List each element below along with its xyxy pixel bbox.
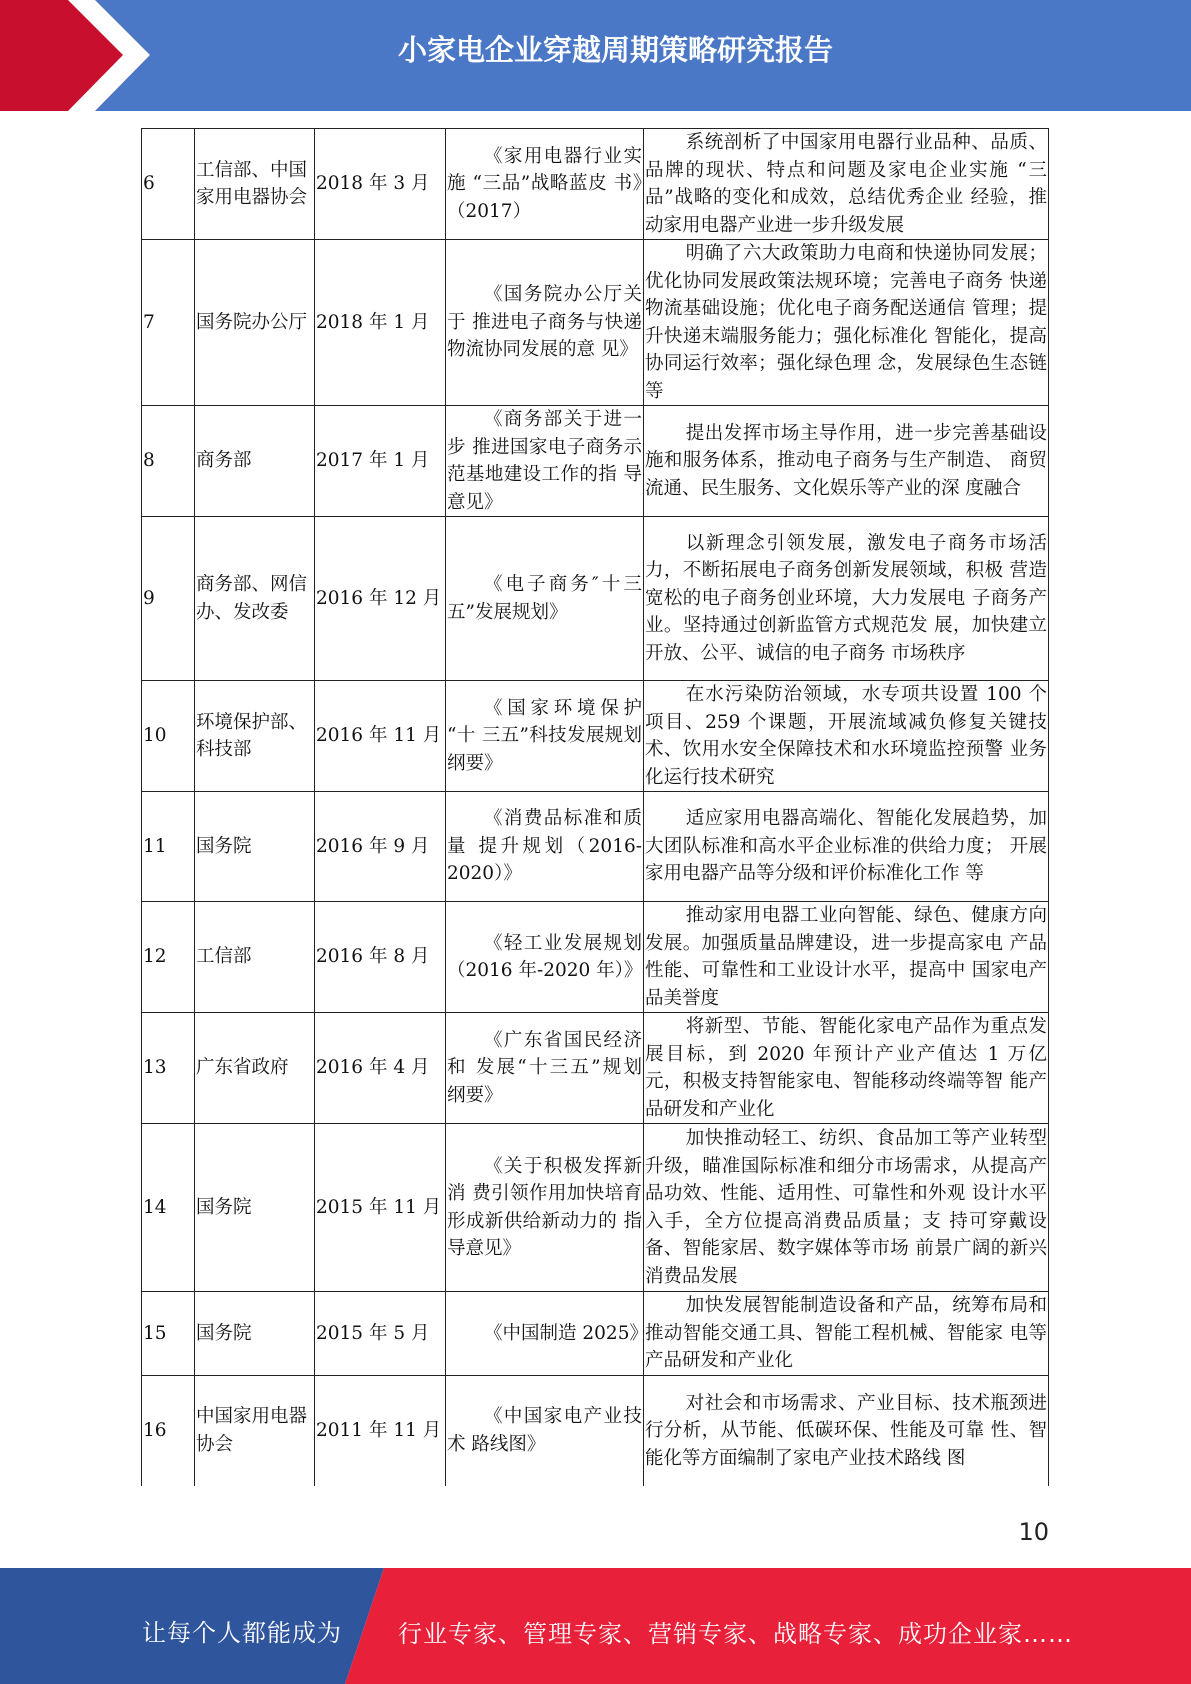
table-row — [142, 1292, 1049, 1376]
issuing-department: 工信部 — [195, 902, 315, 1013]
policy-document-title: 《家用电器行业实施 “三品”战略蓝皮 书》（2017） — [446, 129, 644, 240]
issuing-department: 国务院 — [195, 792, 315, 902]
policy-document-title: 《中国家电产业技术 路线图》 — [446, 1376, 644, 1486]
issue-date: 2011 年 11 月 — [315, 1376, 446, 1486]
policy-number: 9 — [142, 517, 195, 681]
issue-date: 2016 年 9 月 — [315, 792, 446, 902]
issue-date: 2018 年 3 月 — [315, 129, 446, 240]
policy-description: 加快发展智能制造设备和产品，统筹布局和推动智能交通工具、智能工程机械、智能家 电等产品研发和产业化 — [644, 1292, 1049, 1376]
issuing-department: 广东省政府 — [195, 1013, 315, 1124]
issuing-department: 工信部、中国家用电器协会 — [195, 129, 315, 240]
issuing-department: 中国家用电器协会 — [195, 1376, 315, 1486]
page-number: 10 — [1018, 1518, 1049, 1546]
table-row — [142, 902, 1049, 1013]
policy-description: 适应家用电器高端化、智能化发展趋势，加大团队标准和高水平企业标准的供给力度； 开展家用电器产品等分级和评价标准化工作 等 — [644, 792, 1049, 902]
policy-description: 将新型、节能、智能化家电产品作为重点发展目标，到 2020 年预计产业产值达 1 万亿 元，积极支持智能家电、智能移动终端等智 能产品研发和产业化 — [644, 1013, 1049, 1124]
table-row — [142, 240, 1049, 406]
policy-document-title: 《中国制造 2025》 — [446, 1292, 644, 1376]
policy-number: 10 — [142, 681, 195, 792]
policy-document-title: 《轻工业发展规划（2016 年-2020 年）》 — [446, 902, 644, 1013]
table-row — [142, 1124, 1049, 1292]
table-row — [142, 792, 1049, 902]
policy-number: 14 — [142, 1124, 195, 1292]
policy-description: 加快推动轻工、纺织、食品加工等产业转型升级，瞄准国际标准和细分市场需求，从提高产品功效、性能、适用性、可靠性和外观 设计水平入手，全方位提高消费品质量；支 持可穿戴设备、智能家居、数字媒体等市场 前景广阔的新兴消费品发展 — [644, 1124, 1049, 1292]
issuing-department: 国务院 — [195, 1124, 315, 1292]
policy-number: 11 — [142, 792, 195, 902]
policy-document-title: 《国家环境保护 “十 三五”科技发展规划 纲要》 — [446, 681, 644, 792]
policy-description: 推动家用电器工业向智能、绿色、健康方向发展。加强质量品牌建设，进一步提高家电 产品性能、可靠性和工业设计水平，提高中 国家电产品美誉度 — [644, 902, 1049, 1013]
policy-description: 在水污染防治领域，水专项共设置 100 个项目、259 个课题，开展流域减负修复关键技 术、饮用水安全保障技术和水环境监控预警 业务化运行技术研究 — [644, 681, 1049, 792]
header-bar — [0, 0, 1191, 111]
policy-number: 13 — [142, 1013, 195, 1124]
policy-number: 12 — [142, 902, 195, 1013]
policy-document-title: 《消费品标准和质量 提升规划（2016-2020）》 — [446, 792, 644, 902]
policy-document-title: 《商务部关于进一步 推进国家电子商务示 范基地建设工作的指 导意见》 — [446, 406, 644, 517]
issue-date: 2018 年 1 月 — [315, 240, 446, 406]
policy-document-title: 《电子商务″十三五”发展规划》 — [446, 517, 644, 681]
issuing-department: 环境保护部、科技部 — [195, 681, 315, 792]
table-row — [142, 406, 1049, 517]
policy-description: 对社会和市场需求、产业目标、技术瓶颈进行分析，从节能、低碳环保、性能及可靠 性、智能化等方面编制了家电产业技术路线 图 — [644, 1376, 1049, 1486]
policy-table — [141, 128, 1049, 1486]
issuing-department: 商务部、网信办、发改委 — [195, 517, 315, 681]
table-row — [142, 129, 1049, 240]
issuing-department: 国务院办公厅 — [195, 240, 315, 406]
policy-document-title: 《国务院办公厅关于 推进电子商务与快递 物流协同发展的意 见》 — [446, 240, 644, 406]
report-title: 小家电企业穿越周期策略研究报告 — [397, 33, 833, 67]
issue-date: 2015 年 5 月 — [315, 1292, 446, 1376]
table-row — [142, 681, 1049, 792]
issuing-department: 商务部 — [195, 406, 315, 517]
table-row — [142, 1376, 1049, 1486]
policy-number: 7 — [142, 240, 195, 406]
issue-date: 2017 年 1 月 — [315, 406, 446, 517]
policy-number: 8 — [142, 406, 195, 517]
issue-date: 2016 年 4 月 — [315, 1013, 446, 1124]
table-row — [142, 517, 1049, 681]
policy-description: 提出发挥市场主导作用，进一步完善基础设施和服务体系，推动电子商务与生产制造、 商贸流通、民生服务、文化娱乐等产业的深 度融合 — [644, 406, 1049, 517]
table-row — [142, 1013, 1049, 1124]
policy-number: 16 — [142, 1376, 195, 1486]
issue-date: 2016 年 12 月 — [315, 517, 446, 681]
policy-description: 以新理念引领发展，激发电子商务市场活力，不断拓展电子商务创新发展领域，积极 营造宽松的电子商务创业环境，大力发展电 子商务产业。坚持通过创新监管方式规范发 展，加快建立开放、公平、诚信的电子商务 市场秩序 — [644, 517, 1049, 681]
issue-date: 2016 年 11 月 — [315, 681, 446, 792]
policy-description: 明确了六大政策助力电商和快递协同发展；优化协同发展政策法规环境；完善电子商务 快递物流基础设施；优化电子商务配送通信 管理；提升快递末端服务能力；强化标准化 智能化，提高协同运行效率；强化绿色理 念，发展绿色生态链等 — [644, 240, 1049, 406]
issuing-department: 国务院 — [195, 1292, 315, 1376]
issue-date: 2016 年 8 月 — [315, 902, 446, 1013]
issue-date: 2015 年 11 月 — [315, 1124, 446, 1292]
policy-document-title: 《广东省国民经济和 发展“十三五”规划 纲要》 — [446, 1013, 644, 1124]
policy-description: 系统剖析了中国家用电器行业品种、品质、品牌的现状、特点和问题及家电企业实施 “三品”战略的变化和成效，总结优秀企业 经验，推动家用电器产业进一步升级发展 — [644, 129, 1049, 240]
footer-slogan-right: 行业专家、管理专家、营销专家、战略专家、成功企业家…… — [398, 1620, 1073, 1648]
policy-number: 6 — [142, 129, 195, 240]
policy-document-title: 《关于积极发挥新消 费引领作用加快培育形成新供给新动力的 指导意见》 — [446, 1124, 644, 1292]
footer-slogan-left: 让每个人都能成为 — [142, 1619, 342, 1647]
policy-number: 15 — [142, 1292, 195, 1376]
